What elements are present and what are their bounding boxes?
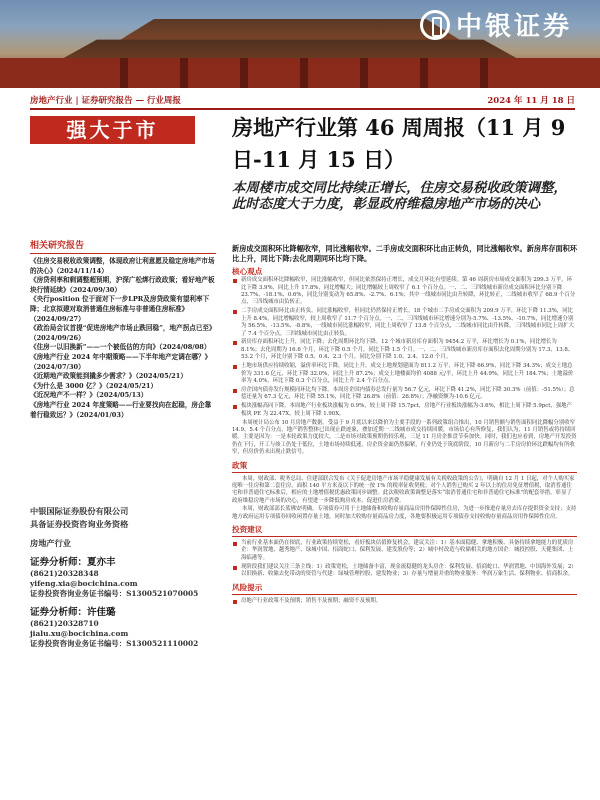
report-title: 房地产行业第 46 周周报（11 月 9 日-11 月 15 日） — [232, 115, 566, 172]
analyst-name: 证券分析师：许佳璐 — [30, 606, 116, 618]
org-name: 中银国际证券股份有限公司 — [30, 506, 129, 516]
related-report-item: 《政治局会议首提“促进房地产市场止跌回稳”，地产拐点已至》（2024/09/26） — [30, 324, 216, 342]
report-meta-line — [30, 92, 575, 108]
report-subtitle: 本周楼市成交同比持续正增长，住房交易税收政策调整，此时态度大于力度，彰显政府维稳房地产市场的决心 — [232, 180, 567, 213]
report-category: 房地产行业 | 证券研究报告 — 行业周报 — [30, 96, 181, 106]
analyst-cert: 证券投资咨询业务证书编号：S1300521070005 — [30, 589, 199, 599]
banner-roof-upper — [120, 10, 460, 40]
org-industry: 房地产行业 — [30, 538, 71, 548]
related-report-item: 《央行position 位于面对下一步LPR及房贷政策有望利率下降；北京拟建对取消普通住房标准与非普通住房标准》（2024/09/27） — [30, 295, 210, 323]
core-view-item: 板块涨幅高同下降。本周地产行业板块涨幅为 0.9%，较上周下降 15.7pct，房地产行业板块涨幅为-3.6%，相比上周下降 5.9pct，强地产板块 PE 为 22.47X，较上周下降 1.90X。 — [232, 403, 577, 418]
analyst-phone: (8621)20328710 — [30, 618, 99, 628]
related-report-item: 《近期地产政策能到撬多少需求？》（2024/05/21） — [30, 372, 187, 381]
related-report-item: 《房地产行业 2024 年中期策略——下半年地产定调在哪？》（2024/07/30） — [30, 352, 212, 371]
bank-logo-icon — [420, 10, 450, 40]
related-reports-list — [30, 257, 216, 420]
core-view-item: 新房库存面积环比上升，同比下降；去化周期环比均下降。12 个城市新房库存面积为 9454.2 万平，环比增长为 0.1%，同比增长为 8.1%；去化周期为 16.6 个月，环比下降 0.5 个月，同比下降 1.5 个月。一、二、三四线城市新房库存面积去化周期分别为 17.3、13.8、53.2 个月，环比分别下降 0.5、0.4、2.3 个月，同比分别下降 1.0、2.4、12.0 个月。 — [232, 339, 577, 361]
report-date: 2024 年 11 月 18 日 — [487, 96, 575, 106]
related-report-item: 《房地产行业 2024 年度策略——行业要找向在起稳，房企靠着行稳致远？》（2024/01/03） — [30, 400, 212, 419]
market-paragraph: 本周统计局公布 10 月房地产数据。受益于 9 月底以来以降价为主要手段的一系列政策组合推出，10 月销售额与销售面积同比降幅分别收窄 14.9、5.4 个百分点，地产销售整体已出现止跌迹象，叠加近期一二线城市成交持续回暖，市场信心有所修复，我们认为，11 月销售或将持续回暖。主要是因为：一是本轮政策力度较大，二是市场对政策预期仍较乐观，三是 11 月房企推盘节奏加快。同时，我们也应看到，房地产开发投资仍在下行，开工与竣工仍处于低位，土地市场持续低迷，房企资金面仍然偏紧，行业仍处于筑底阶段，10 月新房与二手房房价环比跌幅均有所收窄，但房价仍未出现止跌信号。 — [232, 419, 577, 456]
policy-heading: 政策 — [232, 460, 577, 473]
organization-info — [30, 505, 216, 649]
analyst-name: 证券分析师：夏亦丰 — [30, 557, 116, 568]
policy-paragraph-1: 本周，财政部、税务总局、住建部联合发布《关于促进房地产市场平稳健康发展有关税收政策的公告》，明确自 12 月 1 日起，对个人购买家庭唯一住房和第二套住房，面积 140 平方米及以下的统一按 1% 的税率征收契税；对个人销售已购买 2 年以上的住房免征增值税，取消普通住宅和非普通住宅标准后，相应的土地增值税优惠政策同步调整。此次税收政策调整是落实“取消普通住宅和非普通住宅标准”的配套举措，彰显了政府维稳房地产市场的决心，有望进一步降低购房成本，促进住房消费。 — [232, 475, 575, 504]
related-report-item: 《住房一以旧换新”——一个被低估的方向》（2024/08/08） — [30, 343, 211, 352]
lead-summary: 新房成交面积环比降幅收窄，同比涨幅收窄。二手房成交面积环比由正转负，同比涨幅收窄。新房库存面积环比上升，同比下降;去化周期同环比均下降。 — [232, 244, 578, 263]
policy-paragraph-2: 本周，财政部部长蓝佛安明确，专项债券可用于土地储备和收购存量商品房用作保障性住房，为进一步推进存量房去库存提供资金支持；支持地方政府运用专项债券回收闲置存量土地，同时加大收购存量商品房力度，各地要积极运用专项债券支持收购存量商品房用作保障性住房。 — [232, 506, 577, 520]
analyst-email[interactable]: jialu.xu@bocichina.com — [30, 628, 129, 638]
related-report-item: 《房贷利率和剩调整超预期，沪深广松绑行政政策；看好地产板块行情延续》（2024/09/30） — [30, 276, 215, 294]
risk-heading: 风险提示 — [232, 582, 577, 595]
core-view-item: 房企国内债券发行规模同环比均下降。本周房企国内债券总发行量为 56.7 亿元，环比下降 41.2%，同比下降 30.3%（前值：-51.5%）；总偿还量为 67.3 亿元，环比下降 55.1%，同比下降 26.8%（前值：26.8%）；净融资额为-10.6 亿元。 — [232, 387, 577, 402]
header-divider — [30, 108, 575, 110]
core-view-item: 土地市场供应持续收缩，溢价率环比下降，同比上升。成交土地规划建面为 811.2 万平，环比下降 66.9%，同比下降 34.3%；成交土地总价为 331.6 亿元，环比下降 32.0%，同比上升 87.2%；成交土地楼面均价 4088 元/平，环比上升 44.9%，同比上升 184.7%；土地溢价率为 4.0%，环比下降 0.3 个百分点，同比上升 2.4 个百分点。 — [232, 363, 577, 385]
related-reports-panel — [30, 238, 216, 420]
related-reports-heading: 相关研究报告 — [30, 238, 216, 254]
investment-item: 当前行业基本面仍在探底，行业政策持续宽松，看好板块估值修复机会，建议关注：1）基本面稳健、拿地积极、具备持续拿地能力的优质房企：华润置地、越秀地产、绿城中国、招商蛇口、保利发展、建发股份等；2）城中村改造与收储相关的地方国企：城投控股、天健集团、上海临港等。 — [232, 540, 577, 562]
core-view-item: 新房成交面积环比降幅收窄，同比涨幅收窄，但同比依然保持正增长，成交月环比有望延续。第 46 周新房市场成交面积为 299.3 万平，环比下降 3.9%，同比上升 17.8%，同比增幅大；同比增幅较上周收窄了 6.1 个百分点。一、二、三四线城市新房成交面积环比分别下降 23.7%、-18.1%、0.6%，同比分别变动为 65.8%、-2.7%、6.1%；其中一线城市同比由升转降，环比转正，二线城市收窄了 68.9 个百分点，三四线城市由负转正。 — [232, 277, 577, 307]
brand-name: 中银证券 — [455, 12, 572, 42]
rating-badge: 强大于市 — [30, 116, 195, 144]
report-body — [232, 244, 577, 605]
related-report-item: 《近况地产不一样？》（2024/05/13） — [30, 391, 148, 400]
org-qualification: 具备证券投资咨询业务资格 — [30, 519, 129, 529]
investment-list — [232, 540, 577, 579]
header-banner-image — [0, 0, 600, 88]
brand-logo — [420, 6, 572, 43]
core-view-item: 二手房成交面积环比由正转负，同比涨幅收窄，但同比仍然保持正增长。18 个城市二手房成交面积为 209.9 万平，环比下降 11.3%，同比上升 8.4%，同比增幅收窄，较上周收窄了 11.7 个百分点。一、二、三四线城市环比增速分别为-5.7%、-13.5%、-10.7%，同比增速分别为 56.5%、-13.5%、-8.8%，一线城市同比涨幅收窄，同比上周收窄了 13.8 个百分点，二线城市同比由升转降，三四线城市同比上周扩大了 7.4 个百分点，三四线城市同比由正转负。 — [232, 308, 577, 338]
related-report-item: 《住房交易税收政策调整，体现政府让利意愿及稳定房地产市场的决心》（2024/11/14） — [30, 257, 215, 275]
risk-item: 房地产行业政策不及预期；销售不及预期；融资不及预期。 — [232, 598, 577, 605]
analyst-phone: (8621)20328348 — [30, 569, 99, 578]
investment-heading: 投资建议 — [232, 524, 577, 537]
analyst-cert: 证券投资咨询业务证书编号：S1300521110002 — [30, 639, 199, 649]
related-report-item: 《为什么是 3000 亿？》（2024/05/21） — [30, 381, 158, 390]
analyst-list — [30, 556, 216, 649]
core-views-list — [232, 277, 577, 418]
analyst-email[interactable]: yifeng.xia@bocichina.com — [30, 579, 138, 589]
core-views-heading: 核心观点 — [232, 267, 263, 277]
investment-item: 现阶段我们建议关注三条主线：1）政策宽松，土地储备丰富，现金流稳健的龙头房企：保利发展、招商蛇口、华润置地、中国海外发展；2）以旧换新、收储去化带动的资管与代建：绿城管理控股、建发物业；3）存量与增量并重的物业服务：华润万象生活、保利物业、招商积余。 — [232, 564, 577, 579]
